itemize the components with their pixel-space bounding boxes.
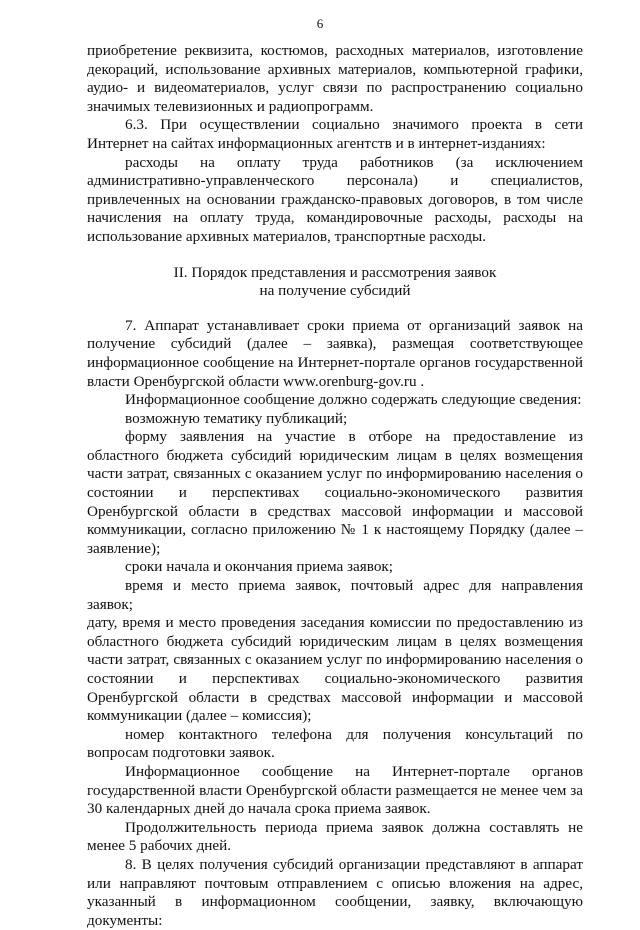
- paragraph: дату, время и место проведения заседания комиссии по предоставлению из областного бюджета субсидий юридическим лицам в целях возмещения части затрат, связанных с оказанием услуг по информированию населения о состоянии и перспективах социально-экономического развития Оренбургской области в средствах массовой информации и массовой коммуникации (далее – комиссия);: [87, 614, 583, 725]
- paragraph: приобретение реквизита, костюмов, расходных материалов, изготовление декораций, использование архивных материалов, компьютерной графики, аудио- и видеоматериалов, услуг связи по распространению социально значимых телевизионных и радиопрограмм.: [87, 42, 583, 115]
- section-heading-line: II. Порядок представления и рассмотрения заявок: [173, 263, 497, 281]
- paragraph: расходы на оплату труда работников (за исключением административно-управленческого персонала) и специалистов, привлеченных на основании гражданско-правовых договоров, в том числе начисления на оплату труда, командировочные расходы, расходы на использование архивных материалов, транспортные расходы.: [87, 153, 583, 245]
- section-heading-line: на получение субсидий: [259, 282, 411, 300]
- section-heading: [87, 264, 583, 301]
- paragraph: время и место приема заявок, почтовый адрес для направления заявок;: [87, 577, 583, 613]
- paragraph: возможную тематику публикаций;: [125, 409, 348, 427]
- paragraph: сроки начала и окончания приема заявок;: [125, 558, 394, 576]
- document-body: [87, 42, 583, 930]
- paragraph: 6.3. При осуществлении социально значимого проекта в сети Интернет на сайтах информационных агентств и в интернет-изданиях:: [87, 116, 583, 152]
- paragraph: Информационное сообщение должно содержать следующие сведения:: [125, 391, 582, 409]
- paragraph: Продолжительность периода приема заявок должна составлять не менее 5 рабочих дней.: [87, 818, 583, 855]
- page-number: 6: [316, 16, 324, 31]
- paragraph: форму заявления на участие в отборе на предоставление из областного бюджета субсидий юридическим лицам в целях возмещения части затрат, связанных с оказанием услуг по информированию населения о состоянии и перспективах социально-экономического развития Оренбургской области в средствах массовой информации и массовой коммуникации, согласно приложению № 1 к настоящему Порядку (далее – заявление);: [87, 428, 583, 557]
- paragraph: Информационное сообщение на Интернет-портале органов государственной власти Оренбургской области размещается не менее чем за 30 календарных дней до начала срока приема заявок.: [87, 762, 583, 818]
- paragraph: 8. В целях получения субсидий организации представляют в аппарат или направляют почтовым отправлением с описью вложения на адрес, указанный в информационном сообщении, заявку, включающую документы:: [87, 855, 583, 929]
- paragraph: номер контактного телефона для получения консультаций по вопросам подготовки заявок.: [87, 725, 583, 762]
- paragraph: 7. Аппарат устанавливает сроки приема от организаций заявок на получение субсидий (далее – заявка), размещая соответствующее информационное сообщение на Интернет-портале органов государственной власти Оренбургской области www.orenburg-gov.ru .: [87, 316, 583, 390]
